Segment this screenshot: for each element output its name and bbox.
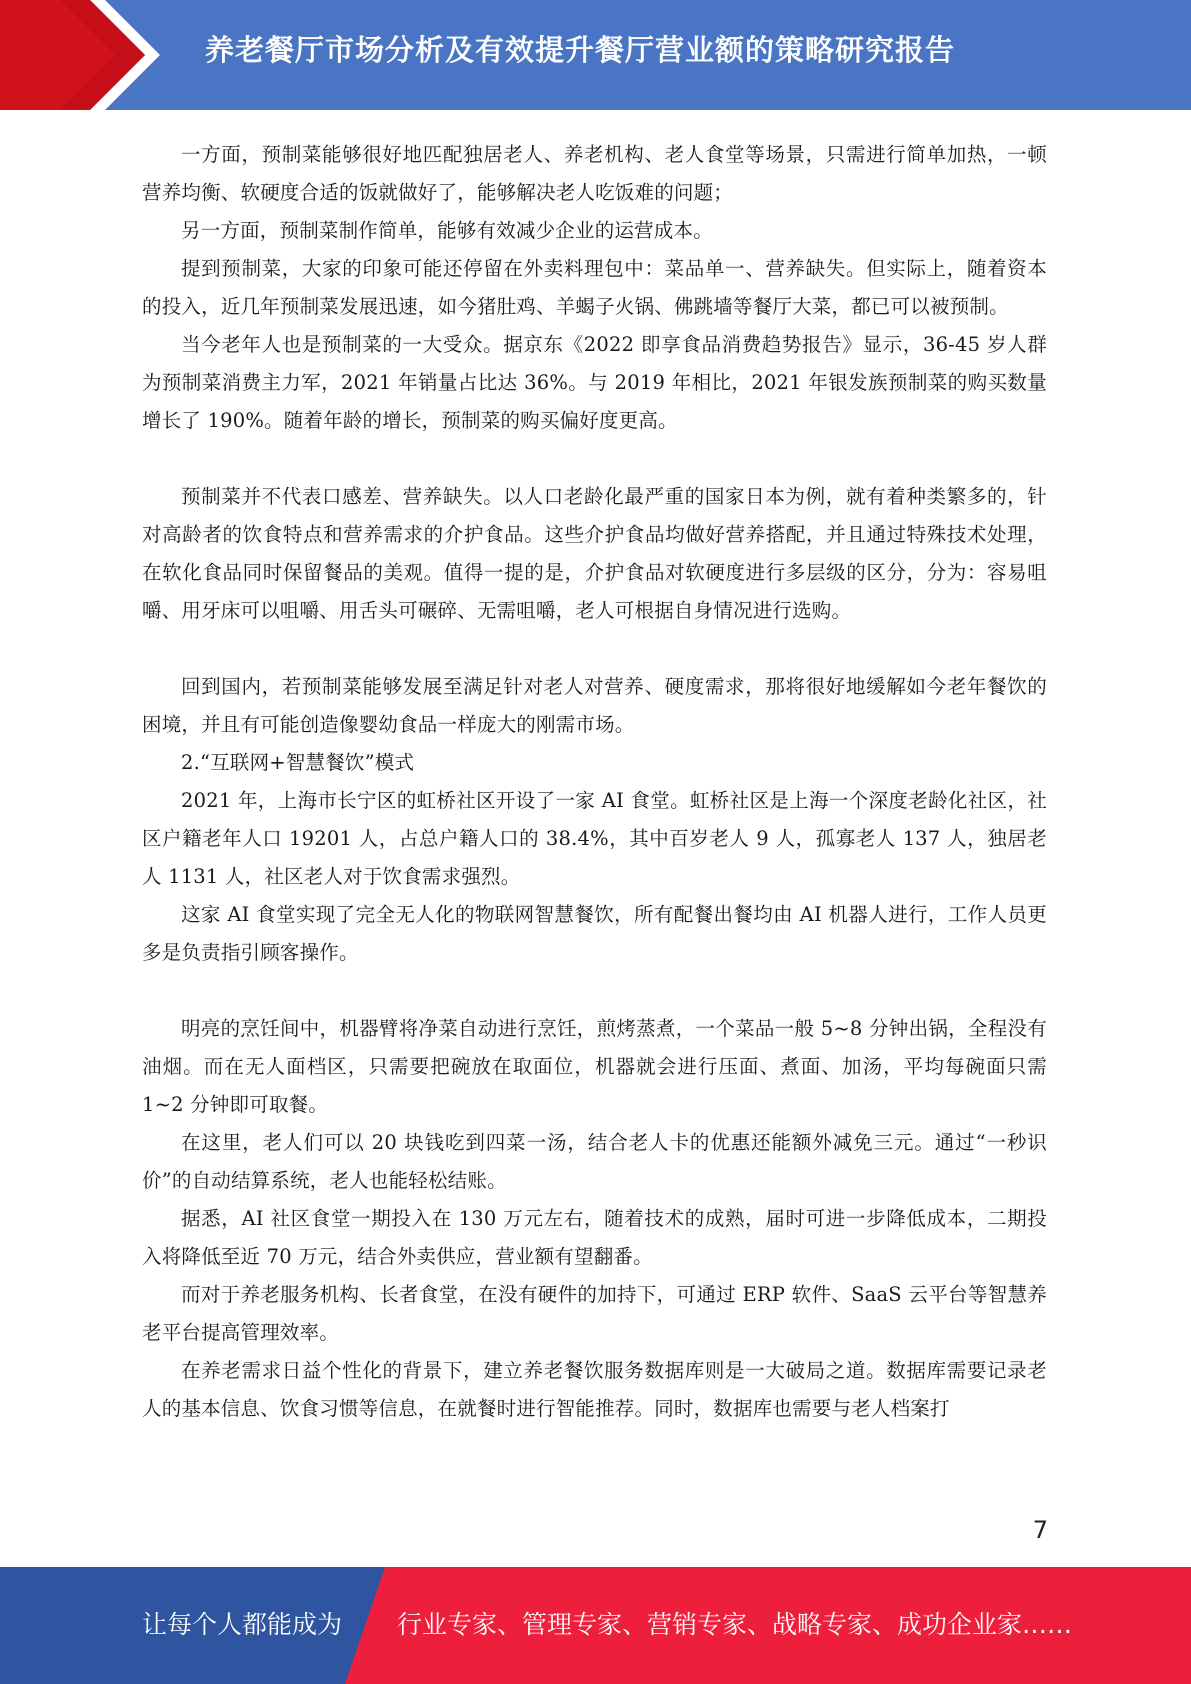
- paragraph: 而对于养老服务机构、长者食堂，在没有硬件的加持下，可通过 ERP 软件、SaaS 云平台等智慧养老平台提高管理效率。: [142, 1283, 1047, 1344]
- paragraph: 预制菜并不代表口感差、营养缺失。以人口老龄化最严重的国家日本为例，就有着种类繁多的，针对高龄者的饮食特点和营养需求的介护食品。这些介护食品均做好营养搭配，并且通过特殊技术处理，在软化食品同时保留餐品的美观。值得一提的是，介护食品对软硬度进行多层级的区分，分为：容易咀嚼、用牙床可以咀嚼、用舌头可碾碎、无需咀嚼，老人可根据自身情况进行选购。: [142, 485, 1047, 622]
- page-header: [0, 0, 1191, 110]
- footer-slogan-left: 让每个人都能成为: [142, 1610, 343, 1639]
- page-footer: [0, 1567, 1191, 1684]
- paragraph: 提到预制菜，大家的印象可能还停留在外卖料理包中：菜品单一、营养缺失。但实际上，随着资本的投入，近几年预制菜发展迅速，如今猪肚鸡、羊蝎子火锅、佛跳墙等餐厅大菜，都已可以被预制。: [142, 257, 1047, 318]
- paragraph: 一方面，预制菜能够很好地匹配独居老人、养老机构、老人食堂等场景，只需进行简单加热，一顿营养均衡、软硬度合适的饭就做好了，能够解决老人吃饭难的问题；: [142, 143, 1047, 204]
- paragraph: 2021 年，上海市长宁区的虹桥社区开设了一家 AI 食堂。虹桥社区是上海一个深度老龄化社区，社区户籍老年人口 19201 人，占总户籍人口的 38.4%，其中百岁老人 9 人，孤寡老人 137 人，独居老人 1131 人，社区老人对于饮食需求强烈。: [142, 789, 1047, 888]
- paragraph: 明亮的烹饪间中，机器臂将净菜自动进行烹饪，煎烤蒸煮，一个菜品一般 5~8 分钟出锅，全程没有油烟。而在无人面档区，只需要把碗放在取面位，机器就会进行压面、煮面、加汤，平均每碗面只需 1~2 分钟即可取餐。: [142, 1017, 1047, 1116]
- section-heading: 2.“互联网+智慧餐饮”模式: [181, 751, 415, 774]
- header-arrow-decoration: [0, 0, 160, 110]
- paragraph: 这家 AI 食堂实现了完全无人化的物联网智慧餐饮，所有配餐出餐均由 AI 机器人进行，工作人员更多是负责指引顾客操作。: [142, 903, 1047, 964]
- page-number: 7: [1032, 1516, 1048, 1544]
- paragraph: 据悉，AI 社区食堂一期投入在 130 万元左右，随着技术的成熟，届时可进一步降低成本，二期投入将降低至近 70 万元，结合外卖供应，营业额有望翻番。: [142, 1207, 1047, 1268]
- document-body: [142, 136, 1047, 1428]
- paragraph: 在这里，老人们可以 20 块钱吃到四菜一汤，结合老人卡的优惠还能额外减免三元。通过“一秒识价”的自动结算系统，老人也能轻松结账。: [142, 1131, 1047, 1192]
- footer-slogan-right: 行业专家、管理专家、营销专家、战略专家、成功企业家……: [397, 1610, 1073, 1639]
- paragraph: 在养老需求日益个性化的背景下，建立养老餐饮服务数据库则是一大破局之道。数据库需要记录老人的基本信息、饮食习惯等信息，在就餐时进行智能推荐。同时，数据库也需要与老人档案打: [142, 1359, 1047, 1420]
- document-title: 养老餐厅市场分析及有效提升餐厅营业额的策略研究报告: [205, 33, 956, 67]
- paragraph: 回到国内，若预制菜能够发展至满足针对老人对营养、硬度需求，那将很好地缓解如今老年餐饮的困境，并且有可能创造像婴幼食品一样庞大的刚需市场。: [142, 675, 1047, 736]
- paragraph: 当今老年人也是预制菜的一大受众。据京东《2022 即享食品消费趋势报告》显示，36-45 岁人群为预制菜消费主力军，2021 年销量占比达 36%。与 2019 年相比，2021 年银发族预制菜的购买数量增长了 190%。随着年龄的增长，预制菜的购买偏好度更高。: [142, 333, 1047, 432]
- paragraph: 另一方面，预制菜制作简单，能够有效减少企业的运营成本。: [181, 219, 713, 242]
